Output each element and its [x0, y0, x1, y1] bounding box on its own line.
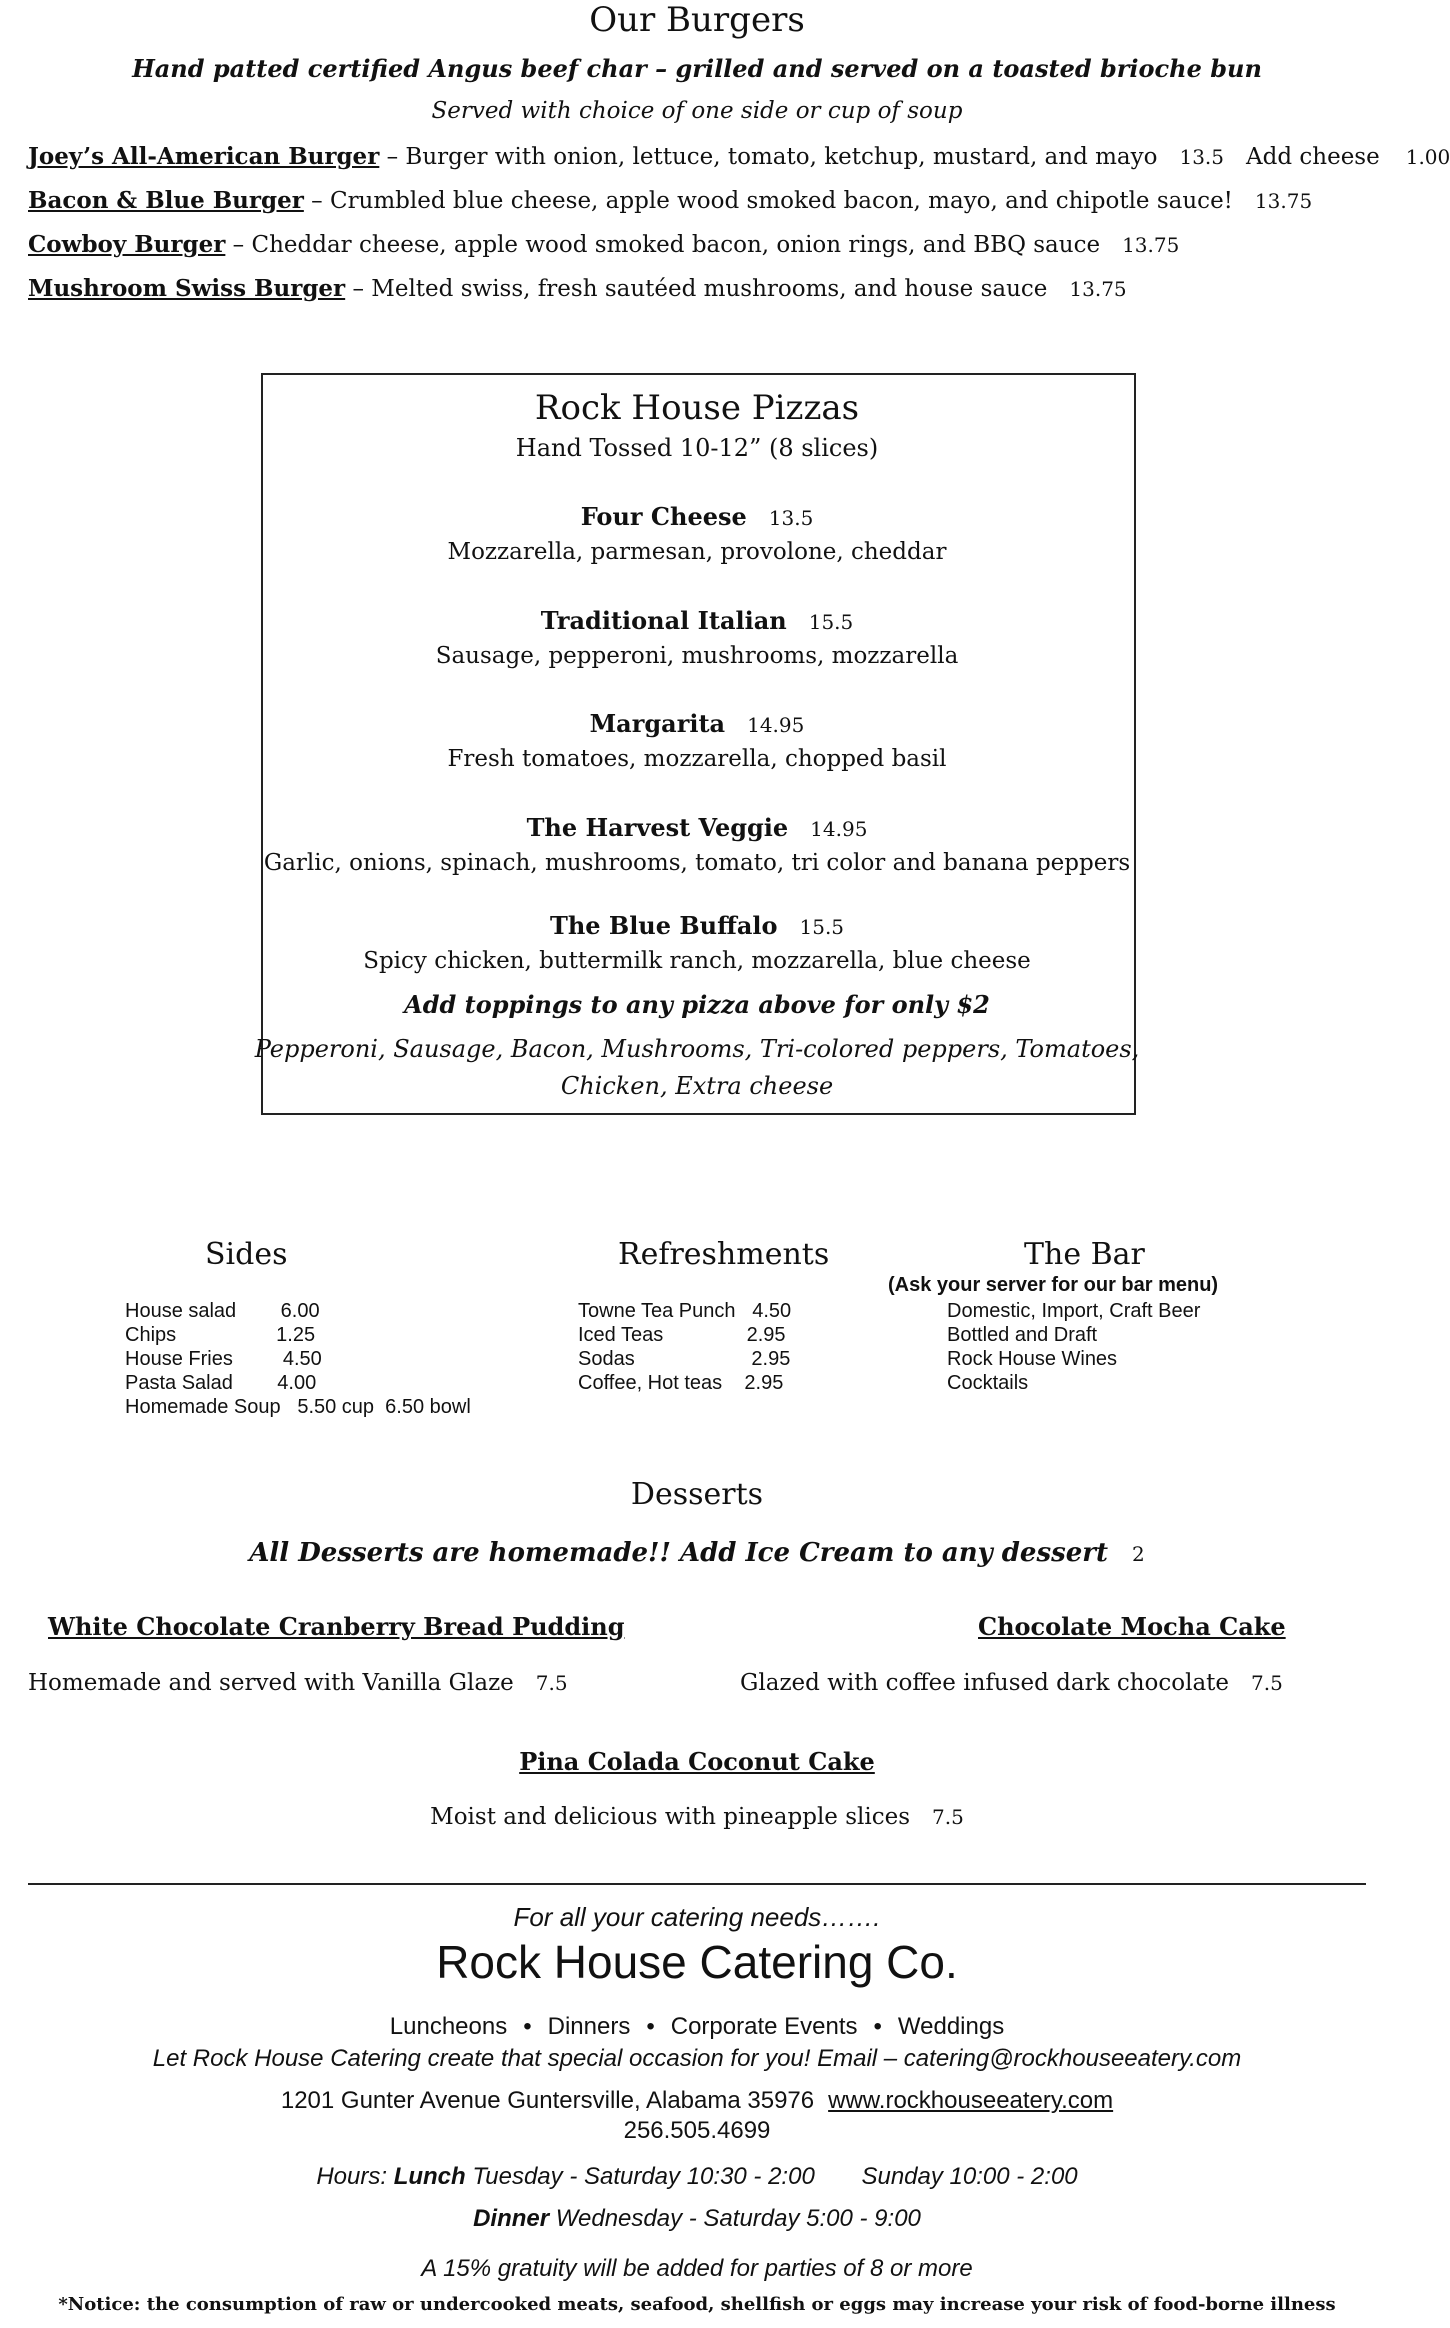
bullet-icon: • [646, 2013, 655, 2040]
list-item: Rock House Wines [947, 1348, 1118, 1370]
hours-lunch-row [0, 2163, 1394, 2191]
pizza-item-traditional-italian [0, 606, 1394, 635]
burger-name: Mushroom Swiss Burger [28, 275, 346, 302]
dessert-name: White Chocolate Cranberry Bread Pudding [48, 1612, 625, 1641]
list-item: Cocktails [947, 1372, 1029, 1394]
refreshments-list [578, 1299, 791, 1395]
list-item: Towne Tea Punch 4.50 [578, 1300, 792, 1322]
burger-item-cowboy [28, 231, 1179, 258]
divider [28, 1883, 1366, 1885]
burger-item-mushroom-swiss [28, 275, 1127, 302]
burgers-tagline: Hand patted certified Angus beef char – grilled and served on a toasted brioche bun [132, 54, 1262, 83]
address: 1201 Gunter Avenue Guntersville, Alabama 35976 [280, 2087, 815, 2114]
desserts-tagline: All Desserts are homemade!! Add Ice Cream to any dessert [249, 1538, 1108, 1568]
burger-desc: – Burger with onion, lettuce, tomato, ketchup, mustard, and mayo [379, 144, 1158, 170]
pizza-name: Traditional Italian [540, 606, 787, 635]
address-row [0, 2087, 1394, 2115]
bullet-icon: • [873, 2013, 882, 2040]
list-item: Pasta Salad 4.00 [125, 1372, 317, 1394]
pizza-price: 13.5 [768, 506, 814, 530]
dessert-item-bread-pudding [28, 1670, 568, 1696]
pizza-desc: Spicy chicken, buttermilk ranch, mozzarella, blue cheese [363, 948, 1031, 974]
pizza-item-four-cheese [0, 502, 1394, 531]
burger-price: 13.75 [1254, 189, 1313, 213]
service-item: Dinners [547, 2013, 631, 2040]
catering-logo: Rock House Catering Co. [436, 1936, 958, 1988]
burgers-served-note: Served with choice of one side or cup of soup [431, 98, 963, 124]
burger-name: Joey’s All-American Burger [28, 143, 380, 170]
burger-price: 13.75 [1122, 233, 1180, 257]
dessert-item-pina-colada-cake [0, 1747, 1394, 1776]
pizzas-title: Rock House Pizzas [534, 388, 860, 428]
list-item: Coffee, Hot teas 2.95 [578, 1372, 784, 1394]
pizza-desc: Sausage, pepperoni, mushrooms, mozzarella [435, 643, 959, 669]
lunch-hours: Tuesday - Saturday 10:30 - 2:00 [472, 2163, 815, 2190]
gratuity-note: A 15% gratuity will be added for parties of 8 or more [421, 2255, 973, 2282]
dinner-label: Dinner [473, 2205, 550, 2232]
website-link[interactable]: www.rockhouseeatery.com [828, 2087, 1114, 2114]
pizza-name: Four Cheese [580, 502, 747, 531]
catering-services [0, 2013, 1394, 2041]
pizza-desc: Garlic, onions, spinach, mushrooms, tomato, tri color and banana peppers [263, 850, 1131, 876]
pizza-item-harvest-veggie [0, 813, 1394, 842]
list-item: Chips 1.25 [125, 1324, 316, 1346]
dessert-name: Pina Colada Coconut Cake [519, 1747, 875, 1776]
dessert-desc: Moist and delicious with pineapple slices [430, 1804, 911, 1830]
dessert-desc-row [0, 1804, 1394, 1830]
burger-name: Cowboy Burger [28, 231, 226, 258]
pizzas-subtitle: Hand Tossed 10-12” (8 slices) [515, 434, 879, 462]
pizza-toppings-line-1: Pepperoni, Sausage, Bacon, Mushrooms, Tri-colored peppers, Tomatoes, [254, 1035, 1140, 1063]
burger-name: Bacon & Blue Burger [28, 187, 304, 214]
desserts-title: Desserts [630, 1477, 764, 1512]
service-item: Corporate Events [670, 2013, 858, 2040]
desserts-tagline-row [0, 1538, 1394, 1568]
lunch-label: Lunch [393, 2163, 466, 2190]
dessert-item-mocha-cake [740, 1670, 1283, 1696]
burger-item-bacon-blue [28, 187, 1312, 214]
burger-desc: – Cheddar cheese, apple wood smoked bacon, onion rings, and BBQ sauce [225, 232, 1101, 258]
pizza-toppings-line-2: Chicken, Extra cheese [560, 1072, 834, 1100]
pizza-name: Margarita [589, 709, 726, 738]
burgers-title: Our Burgers [589, 0, 805, 40]
pizza-price: 15.5 [808, 610, 854, 634]
pizza-price: 15.5 [799, 915, 845, 939]
list-item: House Fries 4.50 [125, 1348, 322, 1370]
hours-dinner-row [0, 2205, 1394, 2233]
sides-title: Sides [205, 1237, 288, 1272]
dinner-hours: Wednesday - Saturday 5:00 - 9:00 [555, 2205, 921, 2232]
burger-price: 13.75 [1069, 277, 1127, 301]
dessert-name: Chocolate Mocha Cake [978, 1612, 1286, 1641]
burger-desc: – Melted swiss, fresh sautéed mushrooms, and house sauce [345, 276, 1048, 302]
pizza-toppings-title: Add toppings to any pizza above for only $2 [404, 990, 990, 1019]
burger-extra-price: 1.00 [1405, 145, 1450, 169]
list-item: Iced Teas 2.95 [578, 1324, 786, 1346]
bullet-icon: • [523, 2013, 532, 2040]
list-item: Sodas 2.95 [578, 1348, 791, 1370]
dessert-price: 7.5 [535, 1671, 568, 1695]
catering-email-line: Let Rock House Catering create that special occasion for you! Email – catering@rockhouseeatery.com [152, 2045, 1242, 2072]
dessert-desc: Glazed with coffee infused dark chocolate [740, 1670, 1230, 1696]
refreshments-title: Refreshments [618, 1237, 830, 1272]
burger-item-joeys [28, 143, 1450, 170]
burger-price: 13.5 [1179, 145, 1225, 169]
list-item: House salad 6.00 [125, 1300, 320, 1322]
burger-desc: – Crumbled blue cheese, apple wood smoked bacon, mayo, and chipotle sauce! [303, 188, 1233, 214]
catering-intro: For all your catering needs……. [513, 1902, 881, 1932]
pizza-item-margarita [0, 709, 1394, 738]
phone: 256.505.4699 [623, 2117, 771, 2144]
pizza-desc: Mozzarella, parmesan, provolone, cheddar [447, 539, 947, 565]
pizza-name: The Harvest Veggie [526, 813, 789, 842]
list-item: Homemade Soup 5.50 cup 6.50 bowl [125, 1396, 471, 1418]
pizza-desc: Fresh tomatoes, mozzarella, chopped basil [447, 746, 947, 772]
pizza-price: 14.95 [810, 817, 868, 841]
hours-label: Hours: [316, 2163, 388, 2190]
dessert-desc: Homemade and served with Vanilla Glaze [28, 1670, 514, 1696]
bar-note: (Ask your server for our bar menu) [888, 1274, 1219, 1296]
list-item: Bottled and Draft [947, 1324, 1098, 1346]
desserts-tagline-price: 2 [1132, 1542, 1145, 1566]
pizza-price: 14.95 [747, 713, 805, 737]
bar-list [947, 1299, 1200, 1395]
pizza-name: The Blue Buffalo [549, 911, 778, 940]
food-safety-notice: *Notice: the consumption of raw or undercooked meats, seafood, shellfish or eggs may increase your risk of food-borne illness [58, 2294, 1336, 2315]
bar-title: The Bar [1024, 1237, 1145, 1272]
list-item: Domestic, Import, Craft Beer [947, 1300, 1201, 1322]
dessert-price: 7.5 [1251, 1671, 1283, 1695]
sides-list [125, 1299, 471, 1419]
burger-extra: Add cheese [1246, 144, 1380, 170]
service-item: Weddings [897, 2013, 1005, 2040]
dessert-price: 7.5 [932, 1805, 964, 1829]
sunday-hours: Sunday 10:00 - 2:00 [861, 2163, 1078, 2190]
pizza-item-blue-buffalo [0, 911, 1394, 940]
service-item: Luncheons [389, 2013, 508, 2040]
